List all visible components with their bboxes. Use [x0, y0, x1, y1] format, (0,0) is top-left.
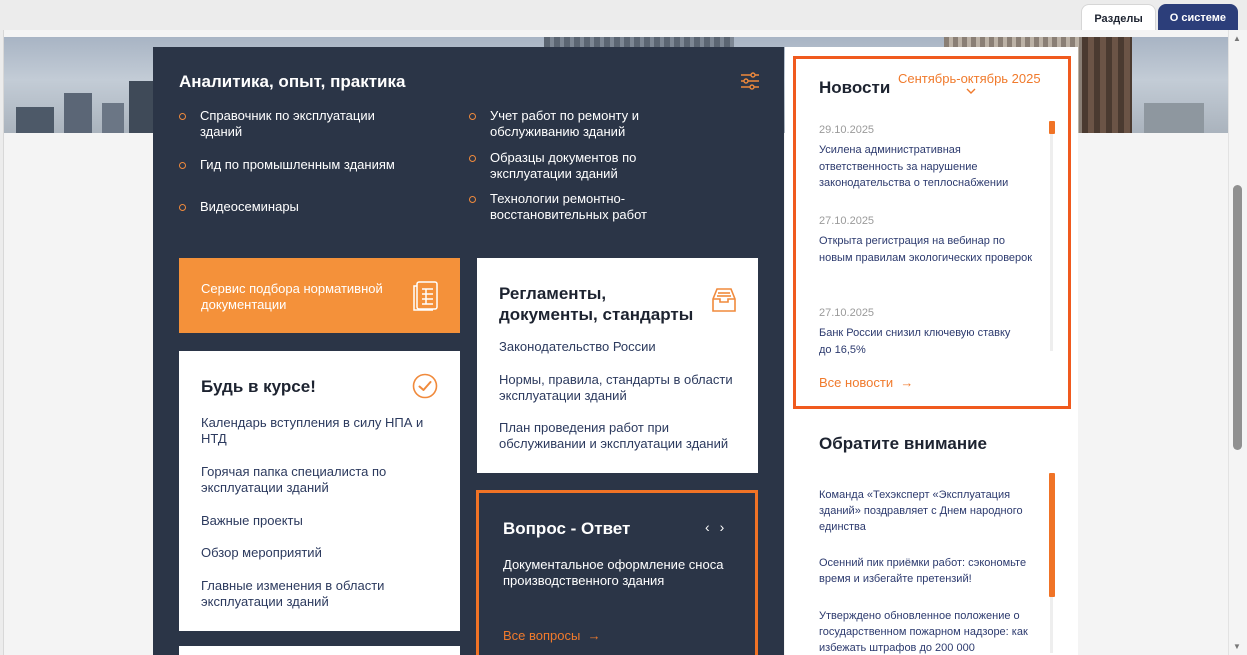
bullet-icon: [179, 113, 186, 120]
qa-arrows: [705, 519, 724, 535]
next-arrow-icon[interactable]: ›: [719, 519, 725, 535]
news-scroll-thumb[interactable]: [1049, 121, 1055, 134]
arrow-right-icon: →: [583, 628, 601, 643]
all-questions-link[interactable]: Все вопросы →: [503, 628, 601, 643]
archive-box-icon: [711, 287, 737, 313]
attention-title: Обратите внимание: [819, 434, 987, 453]
bullet-icon: [469, 155, 476, 162]
news-title: Новости: [819, 78, 891, 97]
filter-settings-icon[interactable]: [740, 72, 760, 90]
attention-scroll-thumb[interactable]: [1049, 473, 1055, 597]
stay-informed-card: [179, 351, 460, 631]
news-date: 29.10.2025: [819, 124, 875, 136]
news-scroll-track[interactable]: [1050, 121, 1053, 351]
analytics-item-guide[interactable]: Гид по промышленным зданиям: [179, 157, 419, 173]
prev-arrow-icon[interactable]: ‹: [705, 519, 710, 535]
arrow-right-icon: →: [896, 375, 914, 390]
qa-title: Вопрос - Ответ: [503, 519, 631, 538]
news-item[interactable]: Банк России снизил ключевую ставку до 16,5%: [819, 327, 1011, 356]
stay-informed-link-projects[interactable]: Важные проекты: [201, 513, 303, 528]
stay-informed-link-changes[interactable]: Главные изменения в области эксплуатации зданий: [201, 578, 385, 609]
attention-item[interactable]: Команда «Техэксперт «Эксплуатация зданий» поздравляет с Днем народного единства: [819, 489, 1023, 533]
news-item[interactable]: Усилена административная ответственность за нарушение законодательства о теплоснабжении: [819, 144, 1009, 189]
stay-informed-link-hot-folder[interactable]: Горячая папка специалиста по эксплуатации зданий: [201, 464, 387, 495]
regulations-title: Регламенты, документы, стандарты: [499, 284, 694, 324]
analytics-item-accounting[interactable]: Учет работ по ремонту и обслуживанию зданий: [469, 108, 669, 140]
attention-item[interactable]: Утверждено обновленное положение о государственном пожарном надзоре: как избежать штрафов до 200 000: [819, 610, 1028, 654]
regulations-link-legislation[interactable]: Законодательство России: [499, 339, 656, 354]
scroll-up-icon[interactable]: ▲: [1233, 34, 1241, 43]
qa-card: [476, 490, 758, 655]
news-date: 27.10.2025: [819, 307, 875, 319]
stay-informed-link-events[interactable]: Обзор мероприятий: [201, 545, 322, 560]
analytics-item-handbook[interactable]: Справочник по эксплуатации зданий: [179, 108, 399, 140]
analytics-title: Аналитика, опыт, практика: [179, 72, 406, 91]
bullet-icon: [179, 204, 186, 211]
document-list-icon: [413, 281, 439, 311]
chevron-down-icon[interactable]: [966, 87, 976, 95]
bullet-icon: [469, 113, 476, 120]
page-scrollbar[interactable]: [1228, 30, 1247, 655]
next-card: [179, 646, 460, 655]
news-period-select[interactable]: Сентябрь-октябрь 2025: [898, 71, 1041, 86]
bullet-icon: [469, 196, 476, 203]
stay-informed-title: Будь в курсе!: [201, 377, 316, 396]
stay-informed-link-calendar[interactable]: Календарь вступления в силу НПА и НТД: [201, 415, 424, 446]
scroll-thumb[interactable]: [1233, 185, 1242, 450]
top-tabs: [1081, 4, 1238, 32]
service-button[interactable]: [179, 258, 460, 333]
check-circle-icon: [412, 373, 438, 399]
regulations-link-norms[interactable]: Нормы, правила, стандарты в области эксплуатации зданий: [499, 372, 733, 403]
analytics-item-technologies[interactable]: Технологии ремонтно-восстановительных работ: [469, 191, 669, 223]
all-news-link[interactable]: Все новости →: [819, 375, 914, 390]
regulations-card: [477, 258, 758, 473]
analytics-item-samples[interactable]: Образцы документов по эксплуатации зданий: [469, 150, 669, 182]
service-button-label: Сервис подбора нормативной документации: [201, 281, 383, 312]
news-item[interactable]: Открыта регистрация на вебинар по новым правилам экологических проверок: [819, 235, 1033, 264]
news-box: [793, 56, 1071, 409]
tab-sections[interactable]: Разделы: [1081, 4, 1155, 32]
attention-item[interactable]: Осенний пик приёмки работ: сэкономьте время и избегайте претензий!: [819, 557, 1027, 585]
news-date: 27.10.2025: [819, 215, 875, 227]
qa-question[interactable]: Документальное оформление сноса производственного здания: [503, 557, 724, 588]
analytics-item-videos[interactable]: Видеосеминары: [179, 199, 399, 215]
bullet-icon: [179, 162, 186, 169]
scroll-down-icon[interactable]: ▼: [1233, 642, 1241, 651]
regulations-link-plan[interactable]: План проведения работ при обслуживании и эксплуатации зданий: [499, 420, 729, 451]
tab-about[interactable]: О системе: [1158, 4, 1238, 32]
